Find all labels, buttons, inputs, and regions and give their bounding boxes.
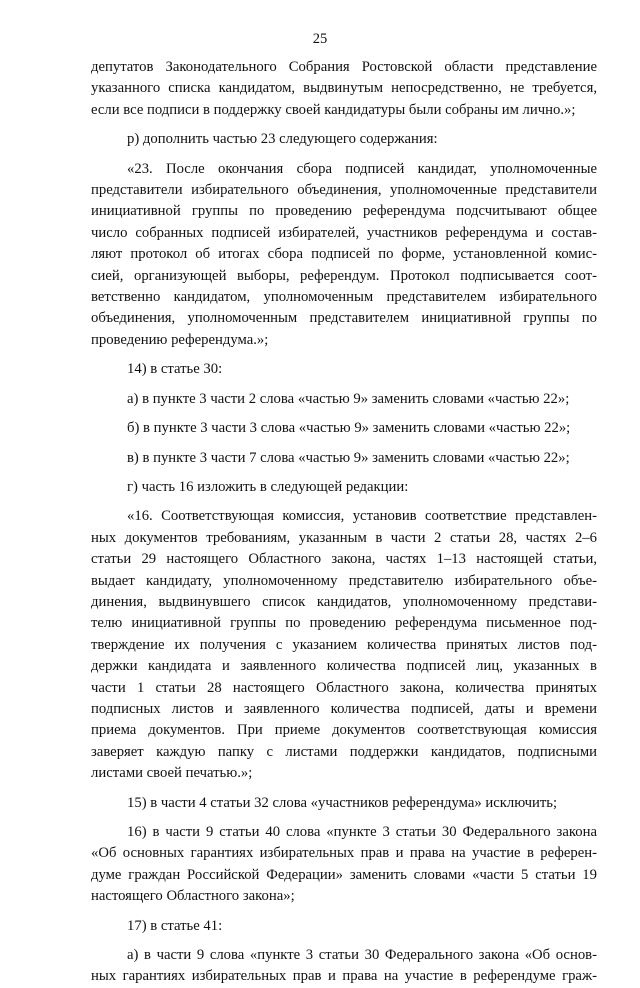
- paragraph-item-16: [91, 822, 597, 908]
- text-line: ветственно кандидатом, уполномоченным представителем избирательного: [91, 289, 597, 306]
- text-line: б) в пункте 3 части 3 слова «частью 9» заменить словами «частью 22»;: [127, 420, 571, 437]
- text-line: 17) в статье 41:: [127, 917, 223, 934]
- text-line: указанного списка кандидатом, выдвинутым непосредственно, не требуется,: [91, 80, 597, 97]
- text-line: инициативной группы по проведению референдума подсчитывают общее: [91, 203, 597, 220]
- text-line: приема документов. При приеме документов соответствующая комиссия: [91, 722, 597, 739]
- text-line: в) в пункте 3 части 7 слова «частью 9» заменить словами «частью 22»;: [127, 449, 570, 466]
- text-line: проведению референдума.»;: [91, 331, 269, 348]
- text-line: сией, организующей выборы, референдум. Протокол подписывается соот-: [91, 267, 597, 284]
- text-line: представители избирательного объединения, уполномоченные представители: [91, 182, 597, 199]
- paragraph-item-17: [91, 916, 597, 937]
- text-line: депутатов Законодательного Собрания Ростовской области представление: [91, 59, 597, 75]
- text-line: листами своей печатью.»;: [91, 765, 253, 782]
- paragraph-item-a: [91, 389, 597, 410]
- text-line: выдает кандидату, уполномоченному представителю избирательного объе-: [91, 572, 597, 589]
- text-line: части 1 статьи 28 настоящего Областного закона, количества принятых: [91, 679, 597, 696]
- text-line: телю инициативной группы по проведению референдума письменное под-: [91, 615, 597, 632]
- text-line: тверждение их получения с указанием количества принятых листов под-: [91, 636, 597, 653]
- text-line: динения, выдвинувшего список кандидатов, уполномоченному представи-: [91, 593, 597, 610]
- paragraph-item-15: [91, 793, 597, 814]
- paragraph-item-b: [91, 418, 597, 439]
- text-line: «23. После окончания сбора подписей кандидат, уполномоченные: [127, 160, 597, 177]
- text-line: 14) в статье 30:: [127, 361, 223, 378]
- text-line: а) в пункте 3 части 2 слова «частью 9» заменить словами «частью 22»;: [127, 390, 570, 407]
- page-number: 25: [312, 31, 328, 47]
- paragraph-continuation: [91, 57, 597, 121]
- paragraph-item-14: [91, 359, 597, 380]
- paragraph-item-r: [91, 129, 597, 150]
- text-line: р) дополнить частью 23 следующего содержания:: [127, 131, 438, 148]
- text-line: «Об основных гарантиях избирательных прав и права на участие в референ-: [91, 845, 597, 862]
- paragraph-item-v: [91, 448, 597, 469]
- text-line: если все подписи в поддержку своей кандидатуры были собраны им лично.»;: [91, 101, 576, 118]
- text-line: заверяет каждую папку с листами поддержки кандидатов, подписными: [91, 743, 597, 760]
- paragraph-item-17a: [91, 945, 597, 988]
- paragraph-part-16: [91, 506, 597, 784]
- text-line: статьи 29 настоящего Областного закона, частях 1–13 настоящей статьи,: [91, 551, 597, 568]
- text-line: а) в части 9 слова «пункте 3 статьи 30 Федерального закона «Об основ-: [127, 947, 597, 964]
- text-line: ляют протокол об итогах сбора подписей по форме, установленной комис-: [91, 246, 597, 263]
- text-line: 15) в части 4 статьи 32 слова «участников референдума» исключить;: [127, 794, 558, 811]
- text-line: объединения, уполномоченным представителем инициативной группы по: [91, 310, 597, 327]
- text-line: «16. Соответствующая комиссия, установив соответствие представлен-: [127, 508, 597, 525]
- text-line: число собранных подписей избирателей, участников референдума и состав-: [91, 224, 597, 241]
- text-line: ных гарантиях избирательных прав и права на участие в референдуме граж-: [91, 968, 597, 985]
- text-line: подписных листов и заявленного количества подписей, даты и времени: [91, 700, 597, 717]
- document-body: [91, 57, 597, 988]
- paragraph-item-g: [91, 477, 597, 498]
- text-line: г) часть 16 изложить в следующей редакции:: [127, 478, 409, 495]
- text-line: настоящего Областного закона»;: [91, 888, 295, 905]
- text-line: ных документов требованиям, указанным в части 2 статьи 28, частях 2–6: [91, 529, 597, 546]
- text-line: думе граждан Российской Федерации» заменить словами «части 5 статьи 19: [91, 866, 597, 883]
- text-line: держки кандидата и заявленного количества подписей лиц, указанных в: [91, 658, 597, 675]
- text-line: 16) в части 9 статьи 40 слова «пункте 3 статьи 30 Федерального закона: [127, 824, 597, 840]
- paragraph-part-23: [91, 159, 597, 352]
